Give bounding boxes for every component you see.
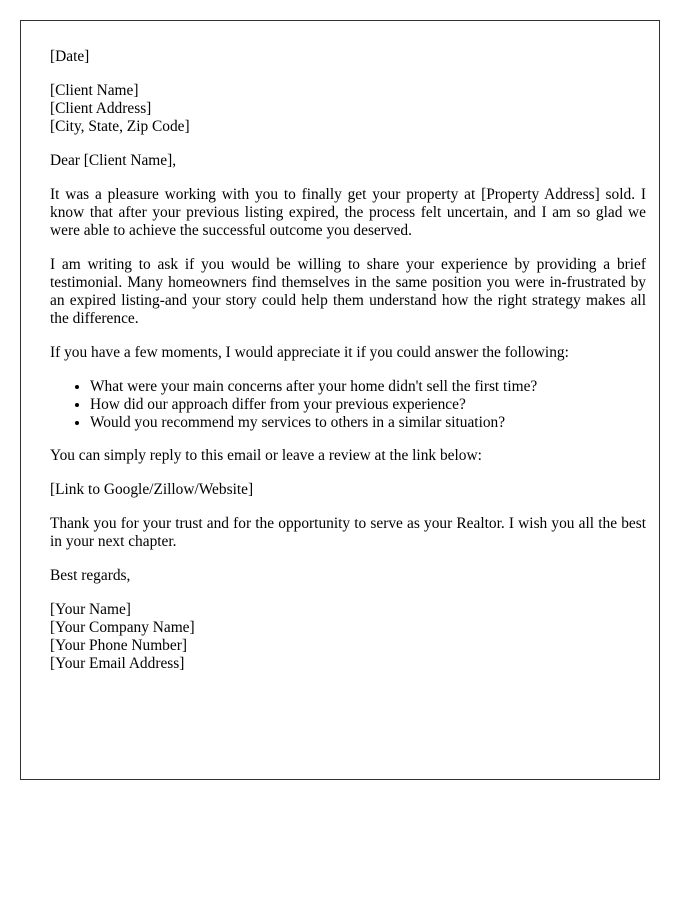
review-link-placeholder: [Link to Google/Zillow/Website] [50, 481, 254, 498]
intro-paragraph: It was a pleasure working with you to finally get your property at [Property Address] sold. I know that after your previous listing expired, the process felt uncertain, and I am so glad we were able to achieve the successful outcome you deserved. [50, 186, 646, 239]
recipient-address: [Client Address] [50, 100, 152, 117]
questions-intro-paragraph: If you have a few moments, I would appreciate it if you could answer the following: [50, 344, 569, 361]
letter-frame [20, 20, 660, 780]
signature-email: [Your Email Address] [50, 655, 185, 672]
salutation: Dear [Client Name], [50, 152, 177, 169]
request-paragraph: I am writing to ask if you would be willing to share your experience by providing a brief testimonial. Many homeowners find themselves in the same position you were in-frustrated by an expired listing-and your story could help them understand how the right strategy makes all the difference. [50, 256, 646, 327]
closing: Best regards, [50, 567, 131, 584]
recipient-name: [Client Name] [50, 82, 139, 99]
letter-body [50, 48, 646, 689]
thanks-paragraph: Thank you for your trust and for the opportunity to serve as your Realtor. I wish you all the best in your next chapter. [50, 515, 646, 550]
question-item: • How did our approach differ from your previous experience? [90, 396, 646, 414]
signature-block [50, 601, 646, 673]
reply-instructions-paragraph: You can simply reply to this email or leave a review at the link below: [50, 447, 482, 464]
question-item: • Would you recommend my services to others in a similar situation? [90, 414, 646, 432]
signature-name: [Your Name] [50, 601, 131, 618]
signature-company: [Your Company Name] [50, 619, 195, 636]
question-list [50, 378, 646, 432]
letter-date: [Date] [50, 48, 90, 65]
recipient-city-state-zip: [City, State, Zip Code] [50, 118, 190, 135]
question-item: • What were your main concerns after your home didn't sell the first time? [90, 378, 646, 396]
signature-phone: [Your Phone Number] [50, 637, 187, 654]
recipient-block [50, 82, 646, 136]
